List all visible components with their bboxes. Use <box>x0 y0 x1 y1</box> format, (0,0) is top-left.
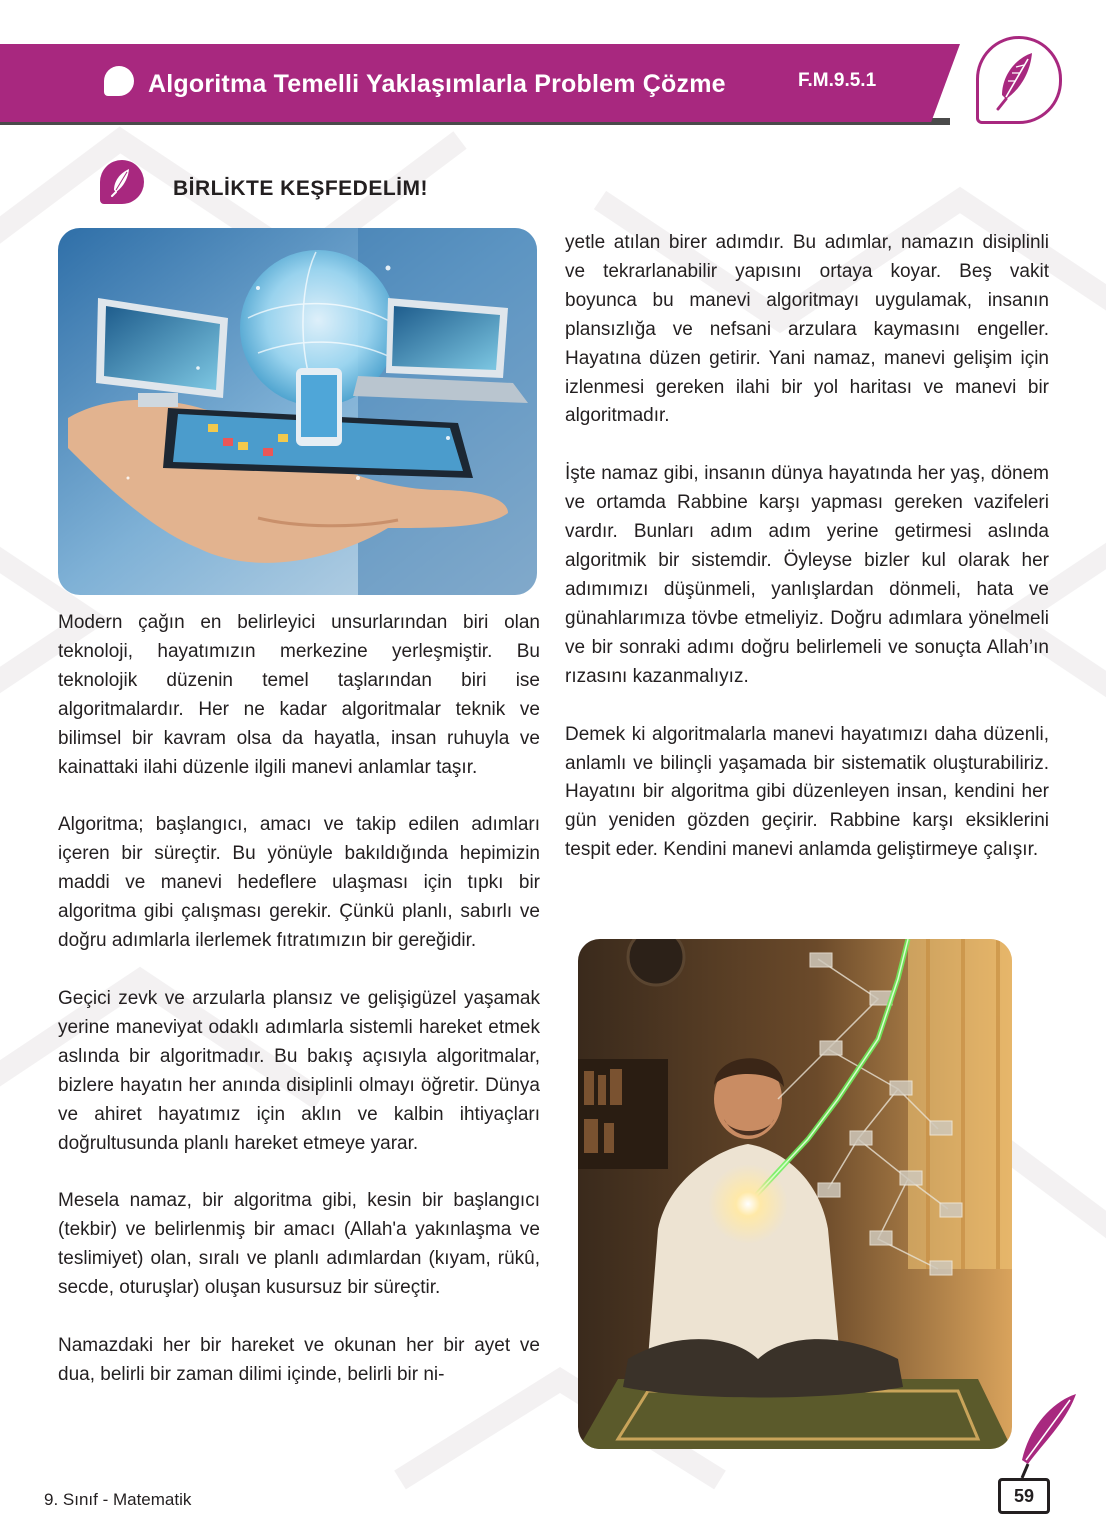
prayer-algorithm-illustration <box>578 939 1012 1449</box>
page-number: 59 <box>998 1478 1050 1514</box>
right-text-column <box>565 229 1049 894</box>
section-title: BİRLİKTE KEŞFEDELİM! <box>173 177 428 200</box>
quill-pen-icon <box>1000 1390 1084 1482</box>
paragraph: Demek ki algoritmalarla manevi hayatımızı daha düzenli, anlamlı ve bilinçli yaşamada bir sistematik oluşturabiliriz. Hayatını bir algoritma gibi düzenleyen insan, kendini her gün yeniden gözden geçirir. Rabbine karşı eksiklerini tespit eder. Kendini manevi anlamda geliştirmeye çalışır. <box>565 723 1049 861</box>
paragraph: Namazdaki her bir hareket ve okunan her bir ayet ve dua, belirli bir zaman dilimi içinde, belirli bir ni- <box>58 1335 540 1385</box>
paragraph: Geçici zevk ve arzularla plansız ve gelişigüzel yaşamak yerine maneviyat odaklı adımlarla sistemli hareket etmek aslında bir algoritmadır. Bu bakış açısıyla algoritmalar, bizlere hayatın her anında disiplinli olmayı öğretir. Dünya ve ahiret hayatımız için aklın ve kalbin ihtiyaçları doğrultusunda planlı hareket etmeye yarar. <box>58 987 540 1154</box>
header-bullet-icon <box>104 66 134 96</box>
feather-section-icon <box>100 160 144 204</box>
footer-subject: 9. Sınıf - Matematik <box>44 1490 192 1509</box>
paragraph: yetle atılan birer adımdır. Bu adımlar, namazın disiplinli ve tekrarlanabilir yapısını ortaya koyar. Beş vakit boyunca bu manevi algoritmayı uygulamak, insanın plansızlığa ve nefsani arzulara kaymasını engeller. Hayatına düzen getirir. Yani namaz, manevi gelişim için izlenmesi gereken ilahi bir yol haritası ve manevi bir algoritmadır. <box>565 232 1049 427</box>
learning-outcome-code: F.M.9.5.1 <box>798 70 877 91</box>
paragraph: İşte namaz gibi, insanın dünya hayatında her yaş, dönem ve ortamda Rabbine karşı yapması gereken vazifeleri vardır. Bunları adım adım yerine getirmesi aslında algoritmik bir sistemdir. Öyleyse bizler kul olarak her adımımızı düşünmeli, yanlışlardan dönmeli, hata ve günahlarımıza tövbe etmeliyiz. Doğru adımlara yönelmeli ve bir sonraki adımı doğru belirlemeli ve sonuçta Allah’ın rızasını kazanmalıyız. <box>565 463 1049 687</box>
chapter-title: Algoritma Temelli Yaklaşımlarla Problem Çözme <box>148 70 726 98</box>
paragraph: Algoritma; başlangıcı, amacı ve takip edilen adımları içeren bir süreçtir. Bu yönüyle bakıldığında hepimizin maddi ve manevi hedeflere ulaşması için tıpkı bir algoritma gibi çalışması gerekir. Çünkü planlı, sabırlı ve doğru adımlarla ilerlemek fıtratımızın bir gereğidir. <box>58 814 540 952</box>
feather-logo-icon <box>976 36 1062 124</box>
technology-illustration <box>58 228 537 595</box>
left-text-column <box>58 609 540 1419</box>
paragraph: Mesela namaz, bir algoritma gibi, kesin bir başlangıcı (tekbir) ve belirlenmiş bir amacı (Allah'a yakınlaşma ve teslimiyet) olan, sıralı ve planlı adımlardan (kıyam, rükû, secde, oturuşlar) oluşan kusursuz bir süreçtir. <box>58 1190 540 1299</box>
paragraph: Modern çağın en belirleyici unsurlarından biri olan teknoloji, hayatımızın merkezine yerleşmiştir. Bu teknolojik düzenin temel taşlarından biri ise algoritmalardır. Her ne kadar algoritmalar teknik ve bilimsel bir kavram olsa da hayatla, insan ruhuyla ve kainattaki ilahi düzenle ilgili manevi anlamlar taşır. <box>58 612 540 778</box>
